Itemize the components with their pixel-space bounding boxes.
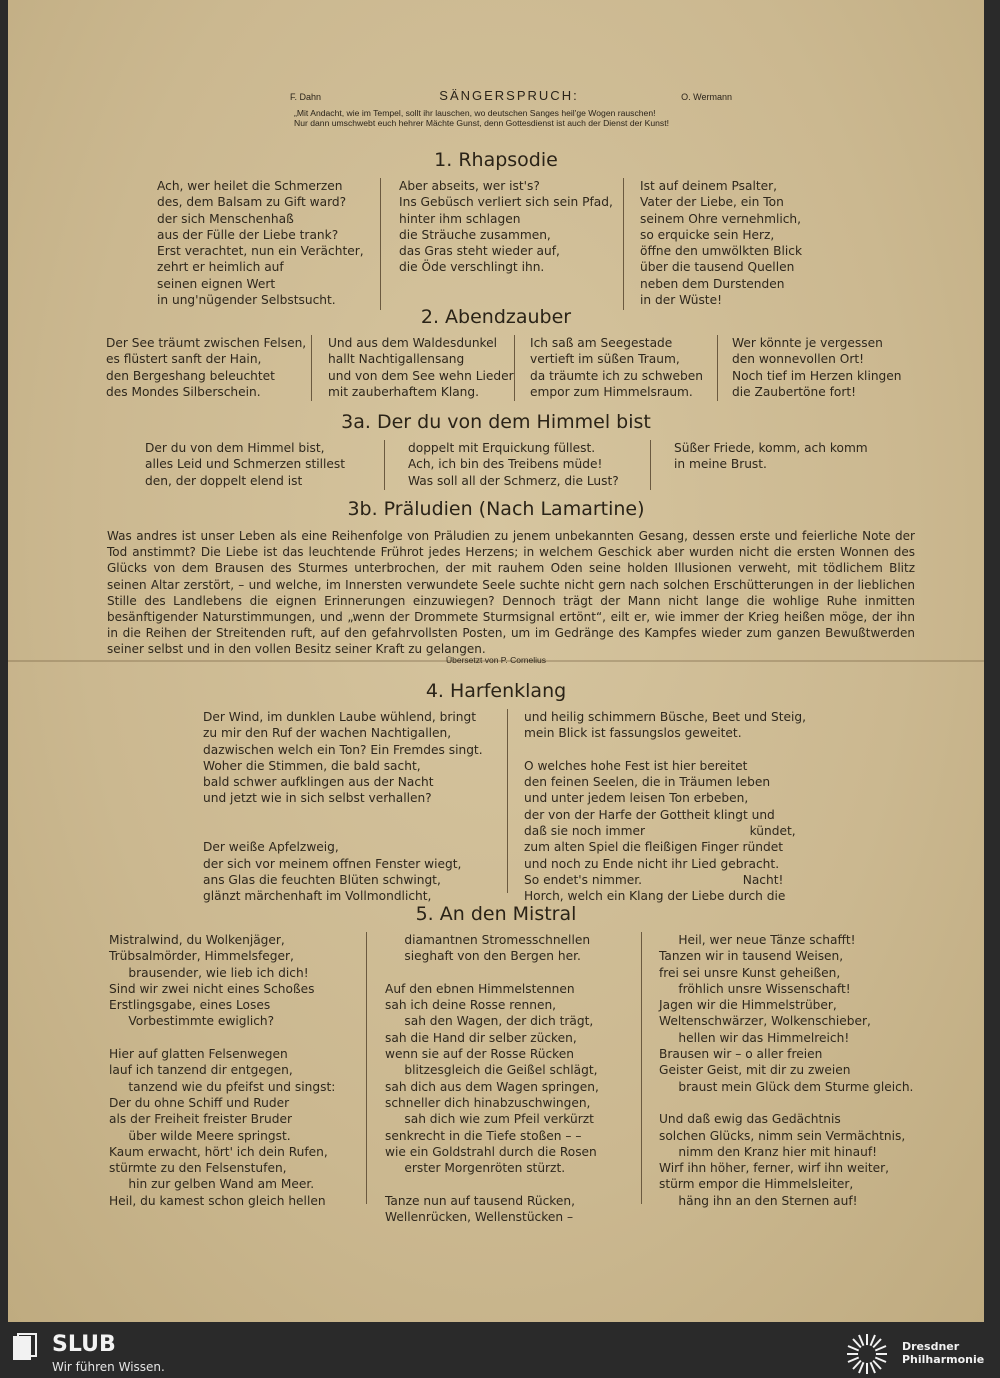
- author-left: F. Dahn: [290, 92, 322, 102]
- section-2-col-1: Der See träumt zwischen Felsen, es flüstert sanft der Hain, den Bergeshang beleuchtet des Mondes Silberschein.: [106, 336, 307, 399]
- section-3b-prose: Was andres ist unser Leben als eine Reihenfolge von Präludien zu jenem unbekannten Gesang, dessen erste und feierliche Note der Tod anstimmt? Die Liebe ist das leuchtende Frührot jedes Herzens; in welchem Geschick aber wurden nicht die ersten Wonnen des Glücks von dem Brausen des Sturmes unterbrochen, der mit rauhem Oden seine holden Illusionen verweht, mit tödlichem Blitz seinen Altar zerstört, – und welche, im Innersten verwundete Seele suchte nicht gern nach solchen Erschütterungen in der lieblichen Stille des Landlebens die eignen Erinnerungen einzuwiegen? Dennoch trägt der Mann nicht lange die wohlige Ruhe inmitten besänftigender Naturstimmungen, und „wenn der Drommete Sturmsignal ertönt“, eilt er, wie immer der Krieg heißen möge, der ihn in die Reihen der Streitenden ruft, auf den gefahrvollsten Posten, um im Gedränge des Kampfes wieder zum ganzen Bewußtwerden seiner selbst und in den vollen Besitz seiner Kraft zu gelangen.: [107, 529, 915, 657]
- section-1-col-3: Ist auf deinem Psalter, Vater der Liebe, ein Ton seinem Ohre vernehmlich, so erquicke sein Herz, öffne den umwölkten Blick über die tausend Quellen neben dem Durstenden in der Wüste!: [640, 179, 803, 308]
- philharmonie-name: Dresdner Philharmonie: [902, 1340, 985, 1366]
- motto: „Mit Andacht, wie im Tempel, sollt ihr lauschen, wo deutschen Sanges heil'ge Wogen rauschen! Nur dann umschwebt euch hehrer Mächte Gunst, denn Gottesdienst ist auch der Dienst der Kunst!: [294, 108, 669, 128]
- section-4-col-1: Der Wind, im dunklen Laube wühlend, bringt zu mir den Ruf der wachen Nachtigallen, dazwischen welch ein Ton? Ein Fremdes singt. Woher die Stimmen, die bald sacht, bald schwer aufklingen aus der Nacht und jetzt wie in sich selbst verhallen? Der weiße Apfelzweig, der sich vor meinem offnen Fenster wiegt, ans Glas die feuchten Blüten schwingt, glänzt märchenhaft im Vollmondlicht,: [203, 710, 483, 904]
- section-3a-title: 3a. Der du von dem Himmel bist: [341, 411, 651, 433]
- document-sheet: [8, 0, 984, 1322]
- sunburst-logo-icon: [840, 1332, 894, 1376]
- section-4-col-2: und heilig schimmern Büsche, Beet und Steig, mein Blick ist fassungslos geweitet. O welches hohe Fest ist hier bereitet den feinen Seelen, die in Träumen leben und unter jedem leisen Ton erbeben, der von der Harfe der Gottheit klingt und daß sie noch immer kündet, zum alten Spiel die fleißigen Finger ründet und noch zu Ende nicht ihr Lied gebracht. So endet's nimmer. Nacht! Horch, welch ein Klang der Liebe durch die: [524, 710, 807, 904]
- section-5-col-1: Mistralwind, du Wolkenjäger, Trübsalmörder, Himmelsfeger, brausender, wie lieb ich dich! Sind wir zwei nicht eines Schoßes Erstlingsgabe, eines Loses Vorbestimmte ewiglich? Hier auf glatten Felsenwegen lauf ich tanzend dir entgegen, tanzend wie du pfeifst und singst: Der du ohne Schiff und Ruder als der Freiheit freister Bruder über wilde Meere springst. Kaum erwacht, hört' ich dein Rufen, stürmte zu den Felsenstufen, hin zur gelben Wand am Meer. Heil, du kamest schon gleich hellen: [109, 933, 336, 1208]
- column-separator: [641, 932, 642, 1204]
- section-5-col-2: diamantnen Stromesschnellen sieghaft von den Bergen her. Auf den ebnen Himmelstennen sah ich deine Rosse rennen, sah den Wagen, der dich trägt, sah die Hand dir selber zücken, wenn sie auf der Rosse Rücken blitzesgleich die Geißel schlägt, sah dich aus dem Wagen springen, schneller dich hinabzuschwingen, sah dich wie zum Pfeil verkürzt senkrecht in die Tiefe stoßen – – wie ein Goldstrahl durch die Rosen erster Morgenröten stürzt. Tanze nun auf tausend Rücken, Wellenrücken, Wellenstücken –: [385, 933, 599, 1225]
- section-2-col-3: Ich saß am Seegestade vertieft im süßen Traum, da träumte ich zu schweben empor zum Himmelsraum.: [530, 336, 703, 399]
- section-5-col-3: Heil, wer neue Tänze schafft! Tanzen wir in tausend Weisen, frei sei unsre Kunst geheißen, fröhlich unsre Wissenschaft! Jagen wir die Himmelstrüber, Weltenschwärzer, Wolkenschieber, hellen wir das Himmelreich! Brausen wir – o aller freien Geister Geist, mit dir zu zweien braust mein Glück dem Sturme gleich. Und daß ewig das Gedächtnis solchen Glücks, nimm sein Vermächtnis, nimm den Kranz hier mit hinauf! Wirf ihn höher, ferner, wirf ihn weiter, stürm empor die Himmelsleiter, häng ihn an den Sternen auf!: [659, 933, 914, 1208]
- section-3a-col-1: Der du von dem Himmel bist, alles Leid und Schmerzen stillest den, der doppelt elend ist: [145, 441, 346, 488]
- section-3b-title: 3b. Präludien (Nach Lamartine): [347, 498, 645, 520]
- header: [278, 88, 740, 128]
- column-separator: [514, 335, 515, 401]
- footer-bar: [0, 1328, 1000, 1378]
- column-separator: [650, 440, 651, 490]
- column-separator: [311, 335, 312, 401]
- author-right: O. Wermann: [681, 92, 732, 102]
- section-5-title: 5. An den Mistral: [415, 903, 577, 925]
- column-separator: [380, 178, 381, 310]
- slub-slogan: Wir führen Wissen.: [52, 1360, 165, 1374]
- header-title: SÄNGERSPRUCH:: [439, 88, 579, 103]
- section-2-col-4: Wer könnte je vergessen den wonnevollen Ort! Noch tief im Herzen klingen die Zaubertöne fort!: [732, 336, 902, 399]
- column-separator: [366, 932, 367, 1204]
- book-icon: [12, 1333, 38, 1361]
- column-separator: [717, 335, 718, 401]
- section-3a-col-2: doppelt mit Erquickung füllest. Ach, ich bin des Treibens müde! Was soll all der Schmerz, die Lust?: [408, 441, 619, 488]
- section-1-col-1: Ach, wer heilet die Schmerzen des, dem Balsam zu Gift ward? der sich Menschenhaß aus der Fülle der Liebe trank? Erst verachtet, nun ein Verächter, zehrt er heimlich auf seinen eignen Wert in ung'nügender Selbstsucht.: [157, 179, 364, 308]
- section-3a-col-3: Süßer Friede, komm, ach komm in meine Brust.: [674, 441, 868, 472]
- section-4-title: 4. Harfenklang: [425, 680, 567, 702]
- section-2-title: 2. Abendzauber: [420, 306, 572, 328]
- slub-name: SLUB: [52, 1332, 116, 1357]
- translator-credit: Übersetzt von P. Cornelius: [445, 655, 546, 665]
- section-1-title: 1. Rhapsodie: [434, 149, 558, 171]
- section-2-col-2: Und aus dem Waldesdunkel hallt Nachtigallensang und von dem See wehn Lieder mit zauberhaftem Klang.: [328, 336, 514, 399]
- column-separator: [623, 178, 624, 310]
- section-1-col-2: Aber abseits, wer ist's? Ins Gebüsch verliert sich sein Pfad, hinter ihm schlagen die Sträuche zusammen, das Gras steht wieder auf, die Öde verschlingt ihn.: [399, 179, 613, 275]
- column-separator: [507, 709, 508, 893]
- column-separator: [384, 440, 385, 490]
